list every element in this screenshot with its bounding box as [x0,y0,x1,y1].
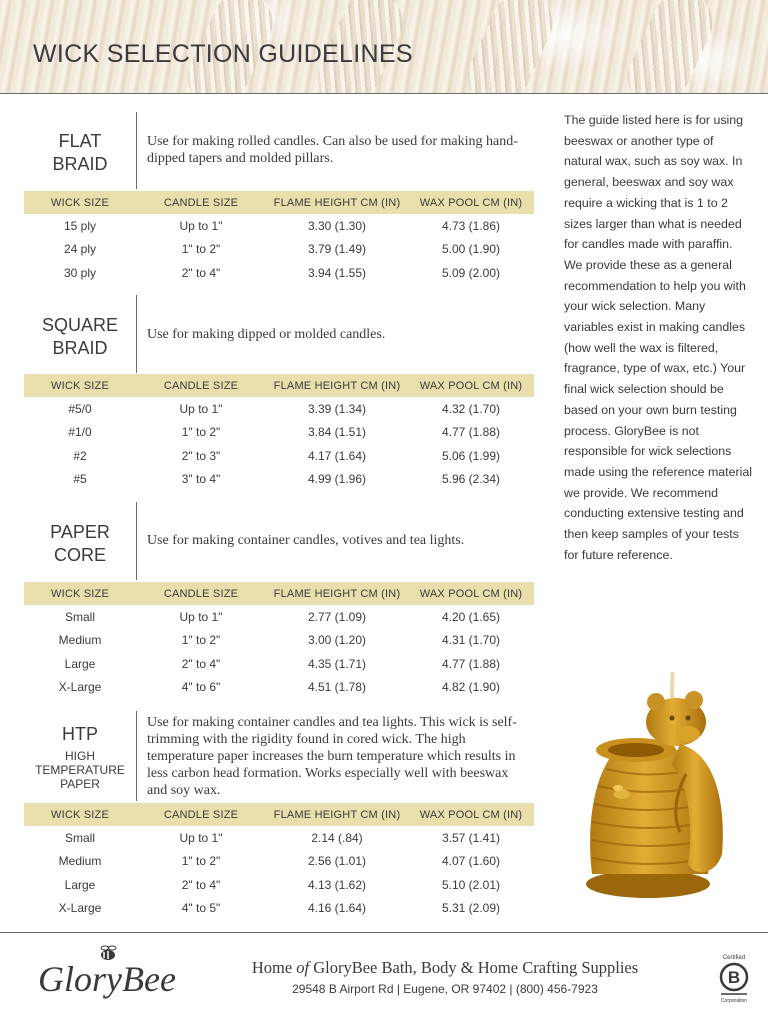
column-header: CANDLE SIZE [136,582,266,605]
cell: 4.35 (1.71) [307,656,367,671]
cell: 5.96 (2.34) [441,472,501,487]
cell: 4.99 (1.96) [307,472,367,487]
cell: #2 [73,448,87,463]
b-corp-label-bottom: Corporation [720,998,748,1004]
column-header: FLAME HEIGHT CM (IN) [266,803,408,826]
section-divider [136,295,137,373]
cell: X-Large [58,680,102,695]
column-header: CANDLE SIZE [136,803,266,826]
cell: 1" to 2" [181,854,221,869]
page-title: WICK SELECTION GUIDELINES [33,40,413,68]
table-row [24,873,534,897]
table-row [24,444,534,468]
cell: 5.10 (2.01) [441,877,501,892]
table-row [24,214,534,238]
section-subtitle: HIGH TEMPERATURE PAPER [35,749,125,791]
section-title: FLAT BRAID [52,131,108,174]
table-row [24,421,534,445]
section-description: Use for making container candles and tea lights. This wick is self-trimming with the rigidity found in cored wick. The high temperature paper increases the burn temperature which results in less carbon head formation. Works especially well with beeswax and soy wax. [147,715,517,798]
section-description: Use for making dipped or molded candles. [147,327,386,342]
column-header: WICK SIZE [24,582,136,605]
table-row [24,261,534,285]
section-title: PAPER CORE [50,522,110,565]
section-description: Use for making container candles, votives and tea lights. [147,533,465,548]
section-flat-braid [24,112,534,189]
cell: Small [64,830,95,845]
cell: 3.00 (1.20) [307,633,367,648]
cell: 3.84 (1.51) [307,425,367,440]
column-header: FLAME HEIGHT CM (IN) [266,191,408,214]
column-header: WICK SIZE [24,191,136,214]
wick-table-paper-core [24,582,534,699]
column-header: WAX POOL CM (IN) [408,374,534,397]
column-header: WICK SIZE [24,803,136,826]
table-row [24,238,534,262]
table-header-row [24,803,534,826]
cell: Up to 1" [179,401,223,416]
cell: 4.32 (1.70) [441,401,501,416]
cell: Small [64,609,95,624]
cell: 24 ply [63,242,97,257]
table-row [24,468,534,492]
cell: Up to 1" [179,218,223,233]
glorybee-logo [36,945,176,1007]
cell: #1/0 [68,425,92,440]
wick-table-square-braid [24,374,534,491]
cell: #5/0 [68,401,92,416]
column-header: CANDLE SIZE [136,374,266,397]
footer-tagline: Home of GloryBee Bath, Body & Home Crafting Supplies [251,958,639,977]
cell: 3.57 (1.41) [441,830,501,845]
cell: Large [64,656,96,671]
beeswax-bear-candle-image [576,664,736,904]
cell: #5 [73,472,87,487]
table-row [24,605,534,629]
cell: 4.07 (1.60) [441,854,501,869]
cell: 4.73 (1.86) [441,218,501,233]
cell: 2" to 4" [181,265,221,280]
wick-table-flat-braid [24,191,534,285]
cell: 2.77 (1.09) [307,609,367,624]
section-paper-core [24,502,534,580]
cell: 4.82 (1.90) [441,680,501,695]
cell: 4.77 (1.88) [441,656,501,671]
cell: 1" to 2" [181,425,221,440]
cell: 3" to 4" [181,472,221,487]
cell: 15 ply [63,218,97,233]
column-header: WICK SIZE [24,374,136,397]
section-htp [24,711,534,801]
cell: 2" to 4" [181,877,221,892]
cell: 4.16 (1.64) [307,901,367,916]
section-description: Use for making rolled candles. Can also be used for making hand-dipped tapers and molded pillars. [147,134,518,166]
cell: 5.31 (2.09) [441,901,501,916]
section-divider [136,502,137,580]
table-header-row [24,582,534,605]
cell: 4" to 6" [181,680,221,695]
cell: 2.14 (.84) [311,830,363,845]
cell: 1" to 2" [181,242,221,257]
cell: Up to 1" [179,609,223,624]
section-divider [136,711,137,801]
table-header-row [24,374,534,397]
table-header-row [24,191,534,214]
wick-table-htp [24,803,534,920]
column-header: CANDLE SIZE [136,191,266,214]
header-banner [0,0,768,94]
cell: 3.39 (1.34) [307,401,367,416]
cell: 5.09 (2.00) [441,265,501,280]
cell: 4.20 (1.65) [441,609,501,624]
cell: 3.79 (1.49) [307,242,367,257]
footer-divider [0,932,768,933]
cell: 4.77 (1.88) [441,425,501,440]
cell: 5.00 (1.90) [441,242,501,257]
cell: 2.56 (1.01) [307,854,367,869]
column-header: WAX POOL CM (IN) [408,191,534,214]
cell: Up to 1" [179,830,223,845]
sidebar-guidance-text: The guide listed here is for using beeswax or another type of natural wax, such as soy wax. In general, beeswax and soy wax require a wicking that is 1 to 2 sizes larger than what is needed for candles made with paraffin. We provide these as a general recommendation to help you with your wick selection. Many variables exist in making candles (how well the wax is filtered, fragrance, type of wax, etc.) Your final wick selection should be based on your own burn testing process. GloryBee is not responsible for wick selections made using the reference material we provide. We recommend conducting extensive testing and then keep samples of your tests for future reference. [564,113,753,562]
cell: 3.94 (1.55) [307,265,367,280]
cell: 1" to 2" [181,633,221,648]
cell: Medium [58,854,102,869]
cell: 3.30 (1.30) [307,218,367,233]
table-row [24,652,534,676]
cell: X-Large [58,901,102,916]
section-title: HTP HIGH TEMPERATURE PAPER [24,723,136,791]
cell: 4" to 5" [181,901,221,916]
table-row [24,850,534,874]
column-header: WAX POOL CM (IN) [408,803,534,826]
section-divider [136,112,137,189]
footer-address: 29548 B Airport Rd | Eugene, OR 97402 | (800) 456-7923 [292,982,598,996]
b-corp-label: Certified [722,955,746,961]
cell: 2" to 3" [181,448,221,463]
table-row [24,676,534,700]
cell: 2" to 4" [181,656,221,671]
cell: 4.13 (1.62) [307,877,367,892]
b-corp-letter: B [727,968,741,987]
logo-wordmark: GloryBee [38,959,176,999]
table-row [24,629,534,653]
table-row [24,826,534,850]
b-corp-badge [717,952,751,1004]
section-title: SQUARE BRAID [41,315,119,358]
column-header: FLAME HEIGHT CM (IN) [266,582,408,605]
table-row [24,897,534,921]
cell: 5.06 (1.99) [441,448,501,463]
column-header: FLAME HEIGHT CM (IN) [266,374,408,397]
cell: Large [64,877,96,892]
cell: 4.17 (1.64) [307,448,367,463]
cell: 4.51 (1.78) [307,680,367,695]
section-square-braid [24,295,534,373]
column-header: WAX POOL CM (IN) [408,582,534,605]
table-row [24,397,534,421]
cell: 30 ply [63,265,97,280]
cell: 4.31 (1.70) [441,633,501,648]
cell: Medium [58,633,102,648]
